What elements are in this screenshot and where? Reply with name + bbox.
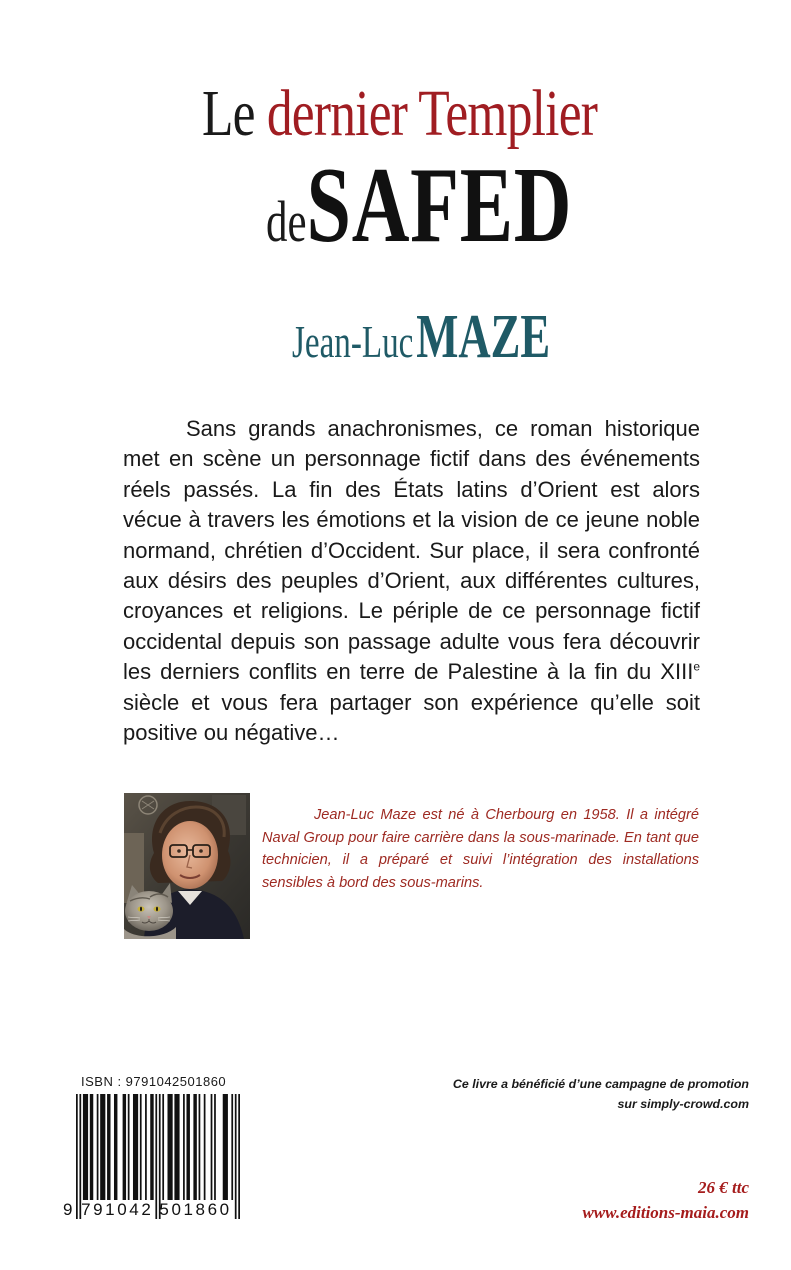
author-name bbox=[292, 302, 550, 373]
barcode-bar bbox=[199, 1094, 201, 1200]
barcode-bar bbox=[128, 1094, 130, 1200]
synopsis-superscript: e bbox=[693, 659, 700, 674]
barcode-bar bbox=[90, 1094, 93, 1200]
synopsis-end: siècle et vous fera partager son expérience qu’elle soit positive ou négative… bbox=[123, 689, 700, 746]
author-photo-image bbox=[124, 793, 250, 939]
barcode-bar bbox=[235, 1094, 237, 1219]
book-title bbox=[0, 58, 791, 265]
price-label: 26 € ttc bbox=[698, 1178, 749, 1197]
barcode-bar bbox=[204, 1094, 206, 1200]
barcode-bar bbox=[100, 1094, 105, 1200]
title-word-de: de bbox=[266, 189, 307, 254]
barcode-digits-right: 501860 bbox=[159, 1200, 232, 1219]
synopsis-main: Sans grands anachronismes, ce roman historique met en scène un personnage fictif dans des événements réels passés. La fin des États latins d’Orient est alors vécue à travers les émotions et la vision de ce jeune noble normand, chrétien d’Occident. Sur place, il sera confronté aux désirs des peuples d’Orient, aux différentes cultures, croyances et religions. Le périple de ce personnage fictif occidental depuis son passage adulte vous fera découvrir les derniers conflits en terre de Palestine à la fin du XIII bbox=[123, 416, 700, 685]
barcode-bar bbox=[114, 1094, 117, 1200]
barcode-bar bbox=[133, 1094, 138, 1200]
barcode-bar bbox=[83, 1094, 88, 1200]
barcode-bar bbox=[183, 1094, 185, 1200]
barcode-bar bbox=[167, 1094, 172, 1200]
author-photo bbox=[124, 793, 250, 939]
barcode-bar bbox=[186, 1094, 189, 1200]
title-word-safed: SAFED bbox=[306, 146, 573, 265]
barcode-bar bbox=[214, 1094, 216, 1200]
publisher-website: www.editions-maia.com bbox=[582, 1203, 749, 1222]
promo-line-2: sur simply-crowd.com bbox=[617, 1097, 749, 1111]
author-first-name: Jean-Luc bbox=[292, 316, 414, 367]
barcode-digits-left: 791042 bbox=[81, 1200, 154, 1219]
title-word-le: Le bbox=[202, 77, 255, 150]
author-bio: Jean-Luc Maze est né à Cherbourg en 1958. Il a intégré Naval Group pour faire carrière dans la sous-marinade. En tant que technicien, il a préparé et suivi l’intégration des installations sensibles à bord des sous-marins. bbox=[262, 807, 699, 891]
barcode-bar bbox=[211, 1094, 213, 1200]
barcode-bar bbox=[162, 1094, 164, 1200]
barcode-digit-first: 9 bbox=[63, 1200, 76, 1219]
barcode-bar bbox=[107, 1094, 110, 1200]
title-line-1 bbox=[202, 74, 597, 154]
isbn-label: ISBN : 9791042501860 bbox=[81, 1074, 227, 1089]
barcode-bar bbox=[150, 1094, 153, 1200]
barcode-bar bbox=[193, 1094, 196, 1200]
barcode-bar bbox=[145, 1094, 147, 1200]
barcode-digits bbox=[63, 1200, 232, 1220]
synopsis-text bbox=[123, 414, 700, 748]
barcode-bar bbox=[231, 1094, 233, 1200]
promo-line-1: Ce livre a bénéficié d’une campagne de promotion bbox=[452, 1077, 749, 1091]
title-words-dernier-templier: dernier Templier bbox=[266, 77, 598, 150]
barcode-bar bbox=[123, 1094, 126, 1200]
barcode-bar bbox=[97, 1094, 99, 1200]
barcode-bar bbox=[238, 1094, 240, 1219]
barcode-bar bbox=[174, 1094, 179, 1200]
barcode-bar bbox=[140, 1094, 142, 1200]
author-last-name: MAZE bbox=[416, 303, 551, 371]
promo-notice bbox=[409, 1074, 749, 1114]
barcode-bar bbox=[223, 1094, 228, 1200]
title-line-2 bbox=[266, 144, 572, 268]
